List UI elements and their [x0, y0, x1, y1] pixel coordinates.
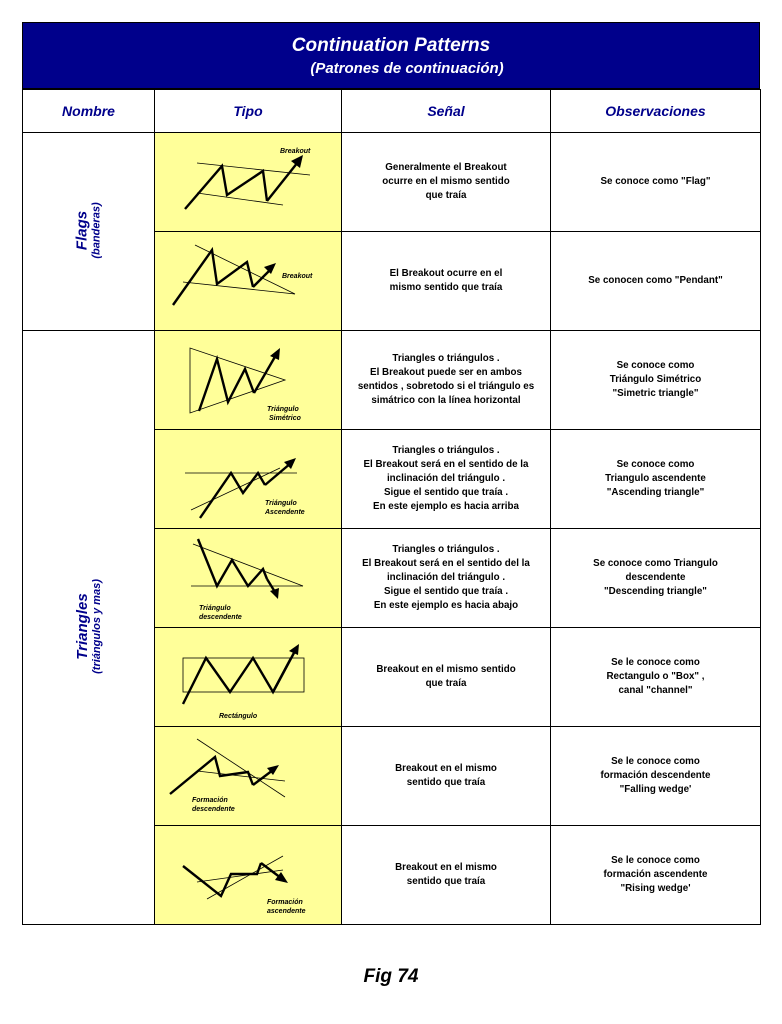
pattern-diagram-descending-triangle [155, 529, 342, 628]
header-row [23, 90, 761, 133]
header-tipo: Tipo [155, 90, 342, 133]
category-triangles [23, 331, 155, 925]
page-subtitle: (Patrones de continuación) [310, 60, 504, 77]
diagram-label-line1: Triángulo [267, 406, 299, 413]
observaciones-cell: Se le conoce como formación ascendente "Rising wedge' [551, 826, 761, 925]
page-title: Continuation Patterns [291, 35, 491, 56]
diagram-label-line2: descendente [192, 806, 235, 813]
table-row [23, 133, 761, 232]
observaciones-cell: Se conoce como "Flag" [551, 133, 761, 232]
header-senal: Señal [342, 90, 551, 133]
pattern-diagram-rising-wedge [155, 826, 342, 925]
category-flags [23, 133, 155, 331]
senal-cell: Breakout en el mismo sentido que traía [342, 826, 551, 925]
figure-caption: Fig 74 [363, 966, 419, 987]
diagram-label-line1: Triángulo [265, 500, 297, 507]
descending-triangle-diagram [155, 529, 341, 627]
observaciones-cell: Se conocen como "Pendant" [551, 232, 761, 331]
pattern-diagram-falling-wedge [155, 727, 342, 826]
senal-cell: Breakout en el mismo sentido que traía [342, 727, 551, 826]
patterns-table [22, 89, 761, 925]
breakout-label: Breakout [282, 273, 313, 280]
observaciones-cell: Se conoce como Triángulo Simétrico "Simetric triangle" [551, 331, 761, 430]
senal-cell: El Breakout ocurre en el mismo sentido que traía [342, 232, 551, 331]
symmetric-triangle-diagram [155, 331, 341, 429]
category-flags-title: Flags [74, 210, 91, 251]
diagram-label-line1: Rectángulo [219, 713, 258, 720]
category-flags-subtitle: (banderas) [91, 202, 103, 259]
senal-cell: Generalmente el Breakout ocurre en el mismo sentido que traía [342, 133, 551, 232]
ascending-triangle-diagram [155, 430, 341, 528]
pattern-diagram-symmetric-triangle [155, 331, 342, 430]
senal-cell: Triangles o triángulos . El Breakout será en el sentido del la inclinación del triángulo . Sigue el sentido que traía . En este ejemplo es hacia abajo [342, 529, 551, 628]
diagram-label-line2: ascendente [267, 908, 306, 915]
diagram-label-line1: Triángulo [199, 605, 231, 612]
diagram-label-line2: Simétrico [269, 415, 301, 422]
observaciones-cell: Se conoce como Triangulo ascendente "Ascending triangle" [551, 430, 761, 529]
diagram-label-line1: Formación [267, 899, 303, 906]
diagram-label-line1: Formación [192, 797, 228, 804]
senal-cell: Breakout en el mismo sentido que traía [342, 628, 551, 727]
rising-wedge-diagram [155, 826, 341, 924]
category-triangles-title: Triangles [74, 593, 91, 660]
pattern-diagram-flag [155, 133, 342, 232]
category-triangles-subtitle: (triángulos y mas) [91, 579, 103, 674]
table-row [23, 331, 761, 430]
breakout-label: Breakout [280, 148, 311, 155]
diagram-label-line2: Ascendente [265, 509, 305, 516]
senal-cell: Triangles o triángulos . El Breakout puede ser en ambos sentidos , sobretodo si el triángulo es simátrico con la línea horizontal [342, 331, 551, 430]
pattern-diagram-pendant [155, 232, 342, 331]
observaciones-cell: Se le conoce como formación descendente "Falling wedge' [551, 727, 761, 826]
senal-cell: Triangles o triángulos . El Breakout será en el sentido de la inclinación del triángulo . Sigue el sentido que traía . En este ejemplo es hacia arriba [342, 430, 551, 529]
header-observaciones: Observaciones [551, 90, 761, 133]
header-nombre: Nombre [23, 90, 155, 133]
title-bar [22, 22, 760, 89]
pattern-diagram-rectangle [155, 628, 342, 727]
observaciones-cell: Se conoce como Triangulo descendente "Descending triangle" [551, 529, 761, 628]
diagram-label-line2: descendente [199, 614, 242, 621]
flag-diagram [155, 133, 341, 231]
rectangle-diagram [155, 628, 341, 726]
falling-wedge-diagram [155, 727, 341, 825]
observaciones-cell: Se le conoce como Rectangulo o "Box" , canal "channel" [551, 628, 761, 727]
pendant-diagram [155, 232, 341, 330]
pattern-diagram-ascending-triangle [155, 430, 342, 529]
